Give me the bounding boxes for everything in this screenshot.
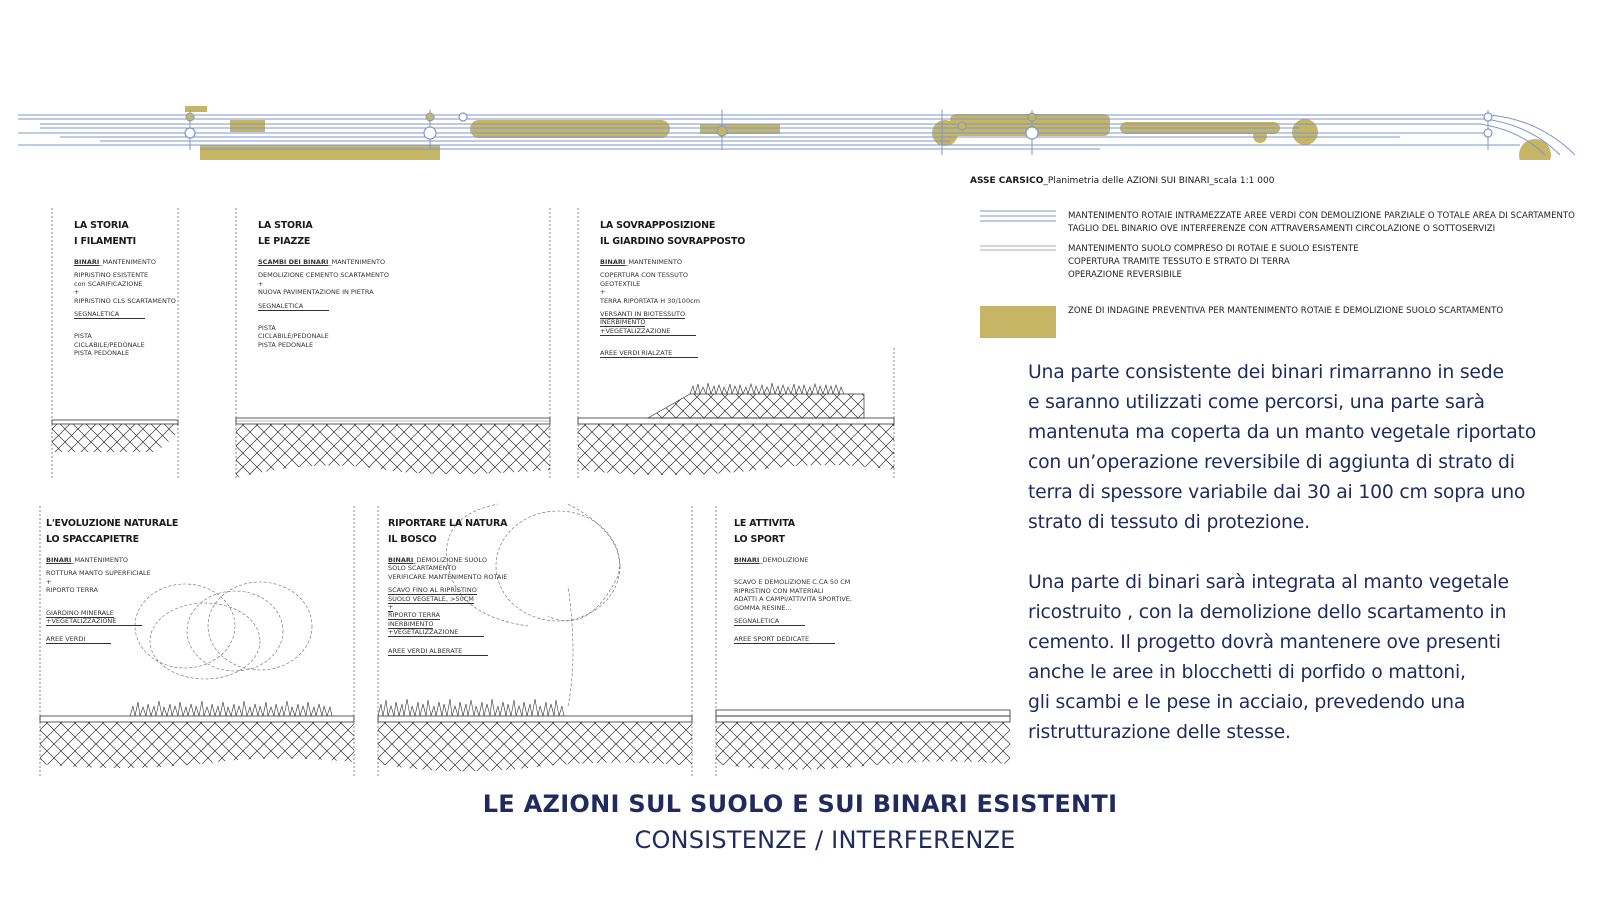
panel-item: BINARI_DEMOLIZIONE SUOLO SOLO SCARTAMENTO VERIFICARE MANTENIMENTO ROTAIE [388,556,508,581]
panel-item: DEMOLIZIONE CEMENTO SCARTAMENTO + NUOVA PAVIMENTAZIONE IN PIETRA [258,271,390,297]
panel-subtitle: LO SPORT [734,534,785,545]
section-panel-piazze [236,208,552,480]
panel-item: RIPRISTINO ESISTENTE con SCARIFICAZIONE + RIPRISTINO CLS SCARTAMENTO [74,271,176,305]
panel-item: AREE VERDI [46,635,196,643]
panel-item: PISTA CICLABILE/PEDONALE PISTA PEDONALE [258,324,329,349]
description-paragraph: Una parte consistente dei binari rimarranno in sede e saranno utilizzati come percorsi, una parte sarà mantenuta ma coperta da un manto vegetale riportato con un’operazione reversibile di aggiunta di strato di terra di spessore variabile dai 30 ai 100 cm sopra uno strato di tessuto di protezione. [1028,362,1536,533]
panel-item: GIARDINO MINERALE +VEGETALIZZAZIONE [46,609,196,626]
description-text [1028,358,1594,778]
site-plan-strip [0,100,1600,162]
section-panel-filamenti [52,208,182,480]
section-panel-giardino [578,208,896,480]
panel-item: SCAVO E DEMOLIZIONE C.CA 50 CM RIPRISTINO CON MATERIALI ADATTI A CAMPI/ATTIVITA SPORTIVE, GOMMA RESINE... [734,578,852,612]
panel-subtitle: LO SPACCAPIETRE [46,534,139,545]
panel-title: LE ATTIVITA [734,518,795,529]
panel-item: SEGNALETICA [74,310,224,318]
olive-zones [185,106,1551,162]
legend-symbol-grey-rails [980,243,1060,253]
panel-item: BINARI_DEMOLIZIONE [734,556,809,564]
panel-item: PISTA CICLABILE/PEDONALE PISTA PEDONALE [74,332,145,358]
panel-title: LA STORIA [258,220,313,231]
legend-text: MANTENIMENTO SUOLO COMPRESO DI ROTAIE E SUOLO ESISTENTE COPERTURA TRAMITE TESSUTO E STRATO DI TERRA OPERAZIONE REVERSIBILE [1068,244,1359,280]
panel-item: AREE SPORT DEDICATE [734,635,884,643]
legend-text: ZONE DI INDAGINE PREVENTIVA PER MANTENIMENTO ROTAIE E DEMOLIZIONE SUOLO SCARTAMENTO [1068,306,1504,316]
panel-item: ROTTURA MANTO SUPERFICIALE + RIPORTO TERRA [46,569,151,595]
panel-item: SEGNALETICA [258,302,408,310]
panel-item: BINARI_MANTENIMENTO [600,258,682,266]
panel-item: SCAMBI DEI BINARI_MANTENIMENTO [258,258,386,266]
legend-symbol-blue-rails [980,208,1060,224]
legend-symbol-olive-zone [980,306,1056,338]
page-title: LE AZIONI SUL SUOLO E SUI BINARI ESISTENTI [482,790,1118,818]
panel-item: VERSANTI IN BIOTESSUTO INERBIMENTO +VEGETALIZZAZIONE [600,310,750,335]
panel-item: SEGNALETICA [734,617,884,625]
description-paragraph: Una parte di binari sarà integrata al manto vegetale ricostruito , con la demolizione dello scartamento in cemento. Il progetto dovrà mantenere ove presenti anche le aree in blocchetti di porfido o mattoni, gli scambi e le pese in acciaio, prevedendo una ristrutturazione delle stesse. [1028,572,1509,743]
panel-title: LA SOVRAPPOSIZIONE [600,220,716,231]
panel-title: L'EVOLUZIONE NATURALE [46,518,179,529]
panel-subtitle: LE PIAZZE [258,236,311,247]
panel-subtitle: I FILAMENTI [74,236,136,247]
panel-item: AREE VERDI ALBERATE [388,647,538,655]
panel-title: RIPORTARE LA NATURA [388,518,508,529]
page-subtitle: CONSISTENZE / INTERFERENZE [634,826,1016,854]
panel-item: COPERTURA CON TESSUTO GEOTEXTILE + TERRA RIPORTATA H 30/100cm [600,271,700,305]
panel-subtitle: IL BOSCO [388,534,437,545]
panel-subtitle: IL GIARDINO SOVRAPPOSTO [600,236,746,247]
panel-item: BINARI_MANTENIMENTO [46,556,128,564]
section-panel-spaccapietre [40,506,356,778]
panel-item: BINARI_MANTENIMENTO [74,258,156,266]
legend-text: MANTENIMENTO ROTAIE INTRAMEZZATE AREE VERDI CON DEMOLIZIONE PARZIALE O TOTALE AREA DI SCARTAMENTO TAGLIO DEL BINARIO OVE INTERFERENZE CON ATTRAVERSAMENTI CIRCOLAZIONE O SOTTOSERVIZI [1068,211,1575,234]
section-panel-bosco [378,506,694,778]
plan-caption: ASSE CARSICO_Planimetria delle AZIONI SUI BINARI_scala 1:1 000 [970,176,1275,186]
section-panel-sport [716,506,1012,778]
panel-item: AREE VERDI RIALZATE [600,349,750,357]
panel-item: SCAVO FINO AL RIPRISTINO SUOLO VEGETALE, >50CM + RIPORTO TERRA INERBIMENTO +VEGETALIZZAZIONE [388,586,538,636]
panel-title: LA STORIA [74,220,129,231]
